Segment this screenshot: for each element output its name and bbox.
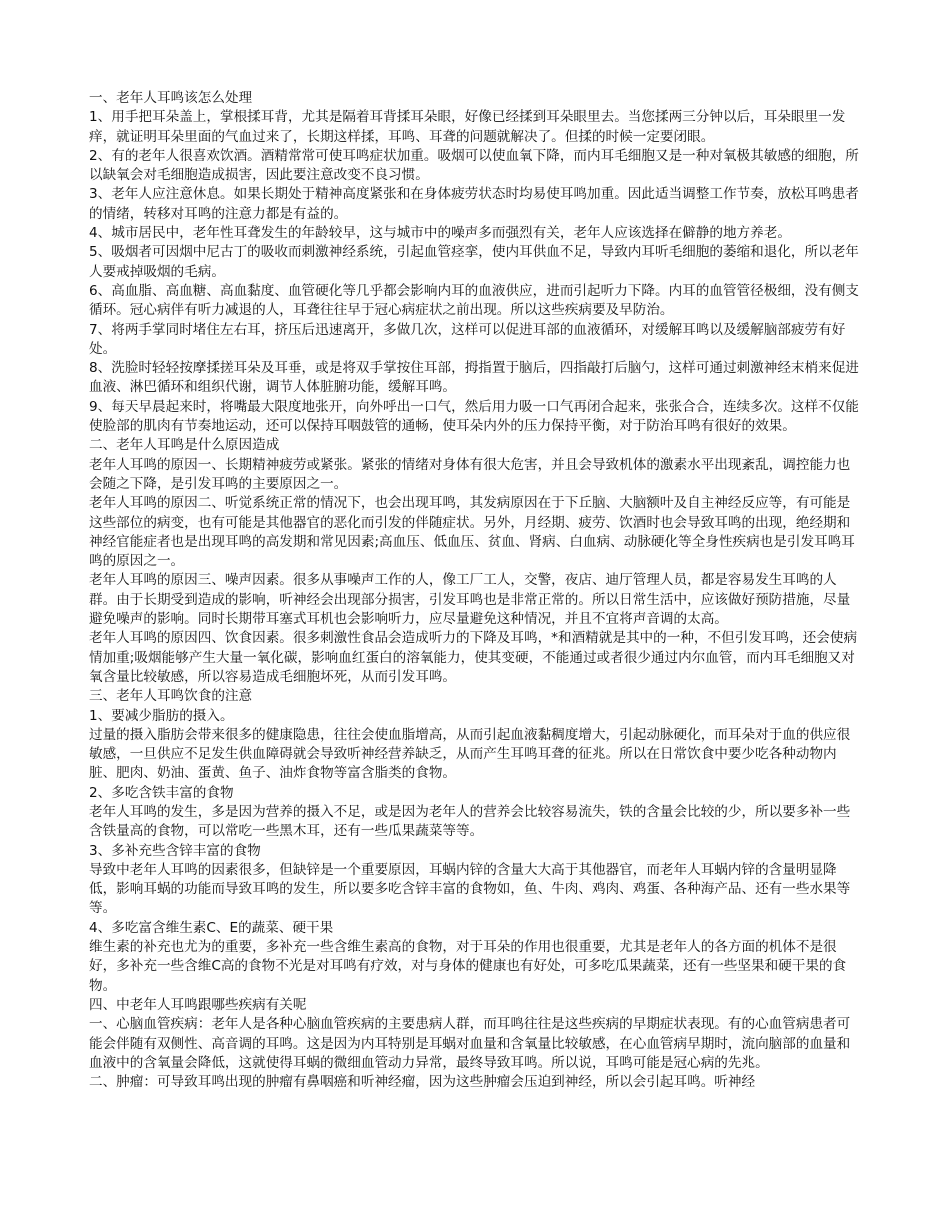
paragraph: 5、吸烟者可因烟中尼古丁的吸收而刺激神经系统，引起血管痉挛，使内耳供血不足，导致内耳听毛细胞的萎缩和退化，所以老年人要戒掉吸烟的毛病。 — [89, 244, 859, 280]
paragraph: 维生素的补充也尤为的重要，多补充一些含维生素高的食物，对于耳朵的作用也很重要，尤其是老年人的各方面的机体不是很好，多补充一些含维C高的食物不光是对耳鸣有疗效，对与身体的健康也有好处，可多吃瓜果蔬菜，还有一些坚果和硬干果的食物。 — [89, 939, 847, 994]
paragraph: 8、洗脸时轻轻按摩揉搓耳朵及耳垂，或是将双手掌按住耳部，拇指置于脑后，四指敲打后脑勺，这样可通过刺激神经末梢来促进血液、淋巴循环和组织代谢，调节人体脏腑功能，缓解耳鸣。 — [89, 360, 859, 396]
paragraph: 一、心脑血管疾病：老年人是各种心脑血管疾病的主要患病人群，而耳鸣往往是这些疾病的早期症状表现。有的心血管病患者可能会伴随有双侧性、高音调的耳鸣。这是因为内耳特别是耳蜗对血量和含氧量比较敏感，在心血管病早期时，流向脑部的血量和血液中的含氧量会降低，这就使得耳蜗的微细血管动力异常，最终导致耳鸣。所以说，耳鸣可能是冠心病的先兆。 — [89, 1016, 851, 1071]
paragraph: 老年人耳鸣的原因四、饮食因素。很多刺激性食品会造成听力的下降及耳鸣，*和酒精就是其中的一种，不但引发耳鸣，还会使病情加重;吸烟能够产生大量一氧化碳，影响血红蛋白的溶氧能力，使其变硬，不能通过或者很少通过内尔血管，而内耳毛细胞又对氧含量比较敏感，所以容易造成毛细胞坏死，从而引发耳鸣。 — [89, 630, 858, 685]
paragraph: 7、将两手掌同时堵住左右耳，挤压后迅速离开，多做几次，这样可以促进耳部的血液循环，对缓解耳鸣以及缓解脑部疲劳有好处。 — [89, 321, 846, 357]
section-heading: 一、老年人耳鸣该怎么处理 — [89, 90, 253, 106]
document-body — [89, 89, 863, 1092]
paragraph: 过量的摄入脂肪会带来很多的健康隐患，往往会使血脂增高，从而引起血液黏稠度增大，引起动脉硬化，而耳朵对于血的供应很敏感，一旦供应不足发生供血障碍就会导致听神经营养缺乏，从而产生耳鸣耳聋的征兆。所以在日常饮食中要少吃各种动物内脏、肥肉、奶油、蛋黄、鱼子、油炸食物等富含脂类的食物。 — [89, 726, 851, 782]
paragraph: 老年人耳鸣的原因二、听觉系统正常的情况下，也会出现耳鸣，其发病原因在于下丘脑、大脑额叶及自主神经反应等，有可能是这些部位的病变，也有可能是其他器官的恶化而引发的伴随症状。另外，月经期、疲劳、饮酒时也会导致耳鸣的出现，绝经期和神经官能症者也是出现耳鸣的高发期和常见因素;高血压、低血压、贫血、肾病、白血病、动脉硬化等全身性疾病也是引发耳鸣耳鸣的原因之一。 — [89, 495, 855, 570]
section-heading: 四、中老年人耳鸣跟哪些疾病有关呢 — [89, 996, 307, 1013]
subheading: 4、多吃富含维生素C、E的蔬菜、硬干果 — [89, 919, 334, 936]
subheading: 1、要减少脂肪的摄入。 — [89, 707, 234, 724]
paragraph: 老年人耳鸣的原因一、长期精神疲劳或紧张。紧张的情绪对身体有很大危害，并且会导致机体的激素水平出现紊乱，调控能力也会随之下降，是引发耳鸣的主要原因之一。 — [89, 456, 851, 492]
section-heading: 三、老年人耳鸣饮食的注意 — [89, 688, 253, 705]
paragraph: 3、老年人应注意休息。如果长期处于精神高度紧张和在身体疲劳状态时均易使耳鸣加重。因此适当调整工作节奏，放松耳鸣患者的情绪，转移对耳鸣的注意力都是有益的。 — [89, 186, 859, 222]
paragraph: 6、高血脂、高血糖、高血黏度、血管硬化等几乎都会影响内耳的血液供应，进而引起听力下降。内耳的血管管径极细，没有侧支循环。冠心病伴有听力减退的人，耳聋往往早于冠心病症状之前出现。所以这些疾病要及早防治。 — [89, 282, 859, 319]
paragraph: 2、有的老年人很喜欢饮酒。酒精常常可使耳鸣症状加重。吸烟可以使血氧下降，而内耳毛细胞又是一种对氧极其敏感的细胞，所以缺氧会对毛细胞造成损害，因此要注意改变不良习惯。 — [89, 147, 859, 184]
paragraph: 4、城市居民中，老年性耳聋发生的年龄较早，这与城市中的噪声多而强烈有关，老年人应该选择在僻静的地方养老。 — [89, 225, 791, 242]
paragraph: 9、每天早晨起来时，将嘴最大限度地张开，向外呼出一口气，然后用力吸一口气再闭合起来，张张合合，连续多次。这样不仅能使脸部的肌肉有节奏地运动，还可以保持耳咽鼓管的通畅，使耳朵内外的压力保持平衡，对于防治耳鸣有很好的效果。 — [89, 398, 859, 435]
section-heading: 二、老年人耳鸣是什么原因造成 — [89, 437, 280, 454]
paragraph: 1、用手把耳朵盖上，掌根揉耳背，尤其是隔着耳背揉耳朵眼，好像已经揉到耳朵眼里去。当您揉两三分钟以后，耳朵眼里一发痒，就证明耳朵里面的气血过来了，长期这样揉，耳鸣、耳聋的问题就解决了。但揉的时候一定要闭眼。 — [89, 109, 846, 145]
subheading: 3、多补充些含锌丰富的食物 — [89, 842, 261, 859]
paragraph: 导致中老年人耳鸣的因素很多，但缺锌是一个重要原因，耳蜗内锌的含量大大高于其他器官，而老年人耳蜗内锌的含量明显降低，影响耳蜗的功能而导致耳鸣的发生，所以要多吃含锌丰富的食物如，鱼、牛肉、鸡肉、鸡蛋、各种海产品、还有一些水果等等。 — [89, 861, 851, 917]
paragraph: 二、肿瘤：可导致耳鸣出现的肿瘤有鼻咽癌和听神经瘤，因为这些肿瘤会压迫到神经，所以会引起耳鸣。听神经 — [89, 1074, 756, 1091]
paragraph: 老年人耳鸣的原因三、噪声因素。很多从事噪声工作的人，像工厂工人，交警，夜店、迪厅管理人员，都是容易发生耳鸣的人群。由于长期受到造成的影响，听神经会出现部分损害，引发耳鸣也是非常正常的。所以日常生活中，应该做好预防措施，尽量避免噪声的影响。同时长期带耳塞式耳机也会影响听力，应尽量避免这种情况，并且不宜将声音调的太高。 — [89, 572, 851, 628]
subheading: 2、多吃含铁丰富的食物 — [89, 784, 234, 801]
paragraph: 老年人耳鸣的发生，多是因为营养的摄入不足，或是因为老年人的营养会比较容易流失，铁的含量会比较的少，所以要多补一些含铁量高的食物，可以常吃一些黑木耳，还有一些瓜果蔬菜等等。 — [89, 803, 851, 840]
